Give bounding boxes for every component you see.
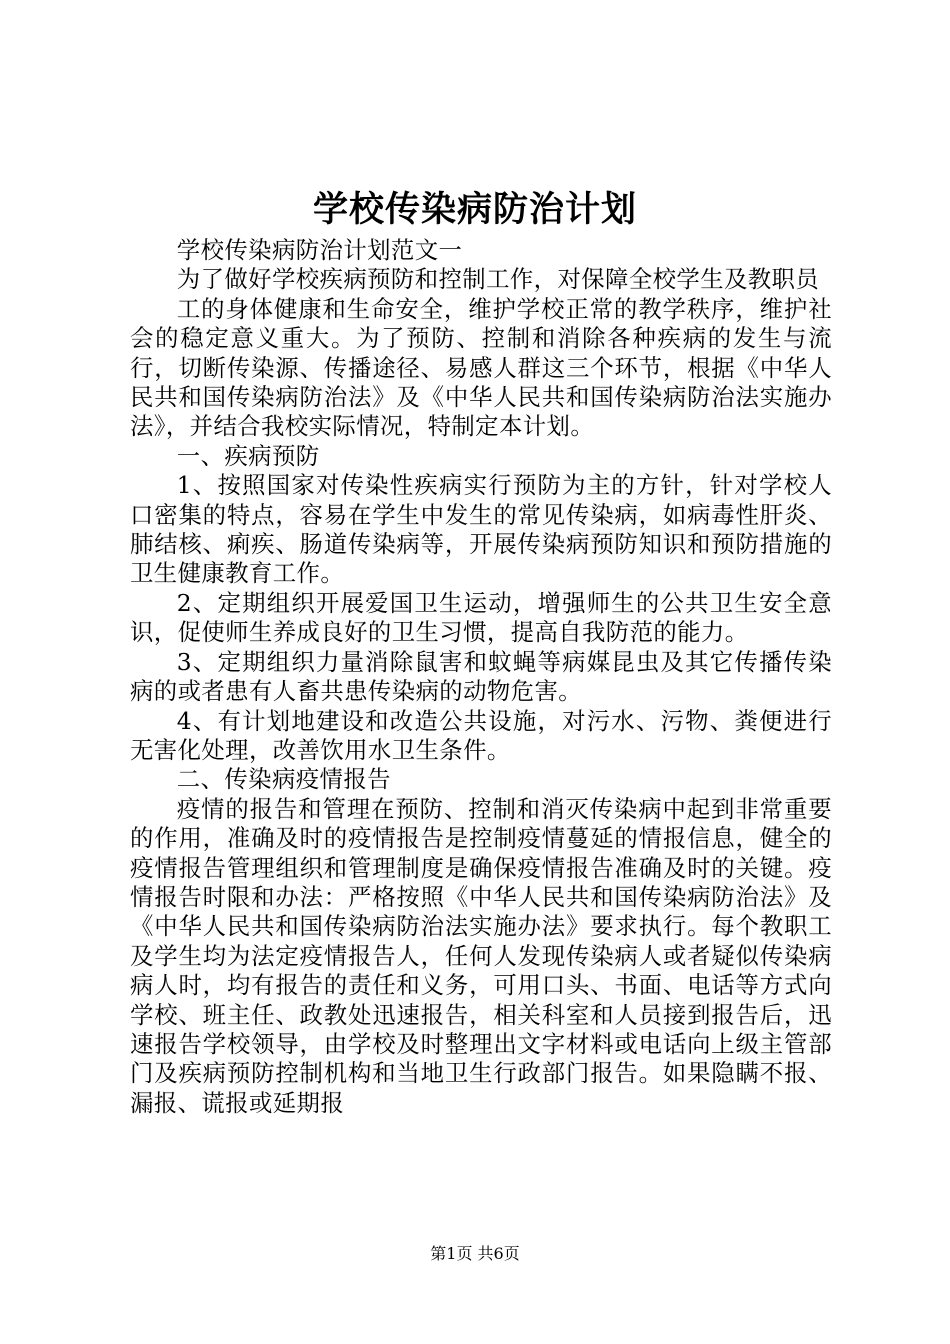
- document-body: [130, 236, 832, 1118]
- section-heading-prevention: 一、疾病预防: [176, 441, 320, 470]
- paragraph-subtitle: 学校传染病防治计划范文一: [176, 236, 463, 264]
- paragraph-intro: 为了做好学校疾病预防和控制工作，对保障全校学生及教职员: [176, 265, 820, 294]
- paragraph-item-3: 3、定期组织力量消除鼠害和蚊蝇等病媒昆虫及其它传播传染病的或者患有人畜共患传染病的动物危害。: [130, 647, 832, 706]
- paragraph-item-4: 4、有计划地建设和改造公共设施，对污水、污物、粪便进行无害化处理，改善饮用水卫生条件。: [130, 706, 832, 764]
- section-heading-report: 二、传染病疫情报告: [176, 765, 391, 794]
- paragraph-item-1: 1、按照国家对传染性疾病实行预防为主的方针，针对学校人口密集的特点，容易在学生中发生的常见传染病，如病毒性肝炎、肺结核、痢疾、肠道传染病等，开展传染病预防知识和预防措施的卫生健康教育工作。: [130, 471, 832, 588]
- paragraph-report: 疫情的报告和管理在预防、控制和消灭传染病中起到非常重要的作用，准确及时的疫情报告是控制疫情蔓延的情报信息，健全的疫情报告管理组织和管理制度是确保疫情报告准确及时的关键。疫情报告时限和办法：严格按照《中华人民共和国传染病防治法》及《中华人民共和国传染病防治法实施办法》要求执行。每个教职工及学生均为法定疫情报告人，任何人发现传染病人或者疑似传染病病人时，均有报告的责任和义务，可用口头、书面、电话等方式向学校、班主任、政教处迅速报告，相关科室和人员接到报告后，迅速报告学校领导，由学校及时整理出文字材料或电话向上级主管部门及疾病预防控制机构和当地卫生行政部门报告。如果隐瞒不报、漏报、谎报或延期报: [130, 794, 832, 1117]
- page-title: 学校传染病防治计划: [312, 189, 637, 230]
- paragraph-intro-continued: 工的身体健康和生命安全，维护学校正常的教学秩序，维护社会的稳定意义重大。为了预防、控制和消除各种疾病的发生与流行，切断传染源、传播途径、易感人群这三个环节，根据《中华人民共和国传染病防治法》及《中华人民共和国传染病防治法实施办法》，并结合我校实际情况，特制定本计划。: [130, 294, 832, 441]
- paragraph-item-2: 2、定期组织开展爱国卫生运动，增强师生的公共卫生安全意识，促使师生养成良好的卫生习惯，提高自我防范的能力。: [130, 588, 832, 647]
- page-number-footer: 第1页 共6页: [430, 1244, 520, 1263]
